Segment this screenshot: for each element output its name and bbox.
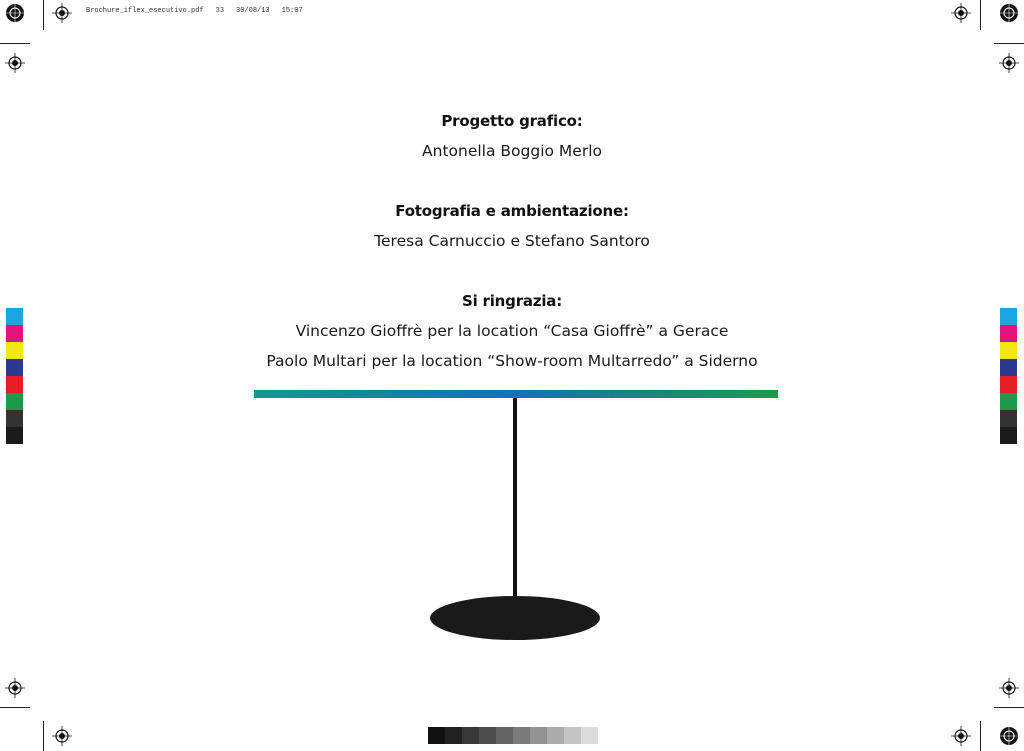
- gray-step: [547, 727, 564, 744]
- slug-page: 33: [215, 7, 225, 15]
- registration-mark-icon: [999, 53, 1019, 73]
- gray-step-bar: [428, 727, 598, 744]
- slug-filename: Brochure_iflex_esecutivo.pdf: [86, 7, 204, 15]
- swatch-black: [6, 427, 23, 444]
- swatch-dark: [1000, 410, 1017, 427]
- gray-step: [581, 727, 598, 744]
- registration-mark-icon: [5, 678, 25, 698]
- section-heading-graphic-design: Progetto grafico:: [441, 112, 583, 130]
- section-heading-photography: Fotografia e ambientazione:: [395, 202, 629, 220]
- gray-step: [445, 727, 462, 744]
- gray-step: [496, 727, 513, 744]
- crop-mark-top-right-v: [980, 0, 981, 30]
- swatch-red: [6, 376, 23, 393]
- registration-mark-icon: [999, 726, 1019, 746]
- crop-mark-top-left-h: [0, 43, 30, 44]
- crop-mark-bottom-right-h: [994, 707, 1024, 708]
- crop-mark-bottom-left-h: [0, 707, 30, 708]
- thanks-line-gioffre: Vincenzo Gioffrè per la location “Casa Gioffrè” a Gerace: [295, 322, 729, 340]
- registration-mark-icon: [951, 3, 971, 23]
- credit-line-photographers: Teresa Carnuccio e Stefano Santoro: [374, 232, 650, 250]
- gray-step: [513, 727, 530, 744]
- slug-date: 30/08/13: [236, 7, 270, 15]
- gray-step: [564, 727, 581, 744]
- slug-time: 15:07: [281, 7, 303, 15]
- registration-mark-icon: [999, 3, 1019, 23]
- gray-step: [428, 727, 445, 744]
- print-slug: [86, 7, 315, 15]
- table-top-illustration: [254, 390, 778, 398]
- credit-line-designer: Antonella Boggio Merlo: [422, 142, 602, 160]
- crop-mark-top-right-h: [994, 43, 1024, 44]
- registration-mark-icon: [52, 726, 72, 746]
- section-heading-thanks: Si ringrazia:: [461, 292, 563, 310]
- crop-mark-top-left-v: [43, 0, 44, 30]
- swatch-red: [1000, 376, 1017, 393]
- registration-mark-icon: [52, 3, 72, 23]
- registration-mark-icon: [5, 3, 25, 23]
- crop-mark-bottom-right-v: [980, 721, 981, 751]
- gray-step: [479, 727, 496, 744]
- swatch-green: [6, 393, 23, 410]
- swatch-dark: [6, 410, 23, 427]
- gray-step: [462, 727, 479, 744]
- registration-mark-icon: [5, 53, 25, 73]
- swatch-green: [1000, 393, 1017, 410]
- table-leg-illustration: [513, 398, 517, 598]
- registration-mark-icon: [951, 726, 971, 746]
- crop-mark-bottom-left-v: [43, 721, 44, 751]
- registration-mark-icon: [999, 678, 1019, 698]
- table-base-illustration: [430, 596, 600, 640]
- swatch-black: [1000, 427, 1017, 444]
- gray-step: [530, 727, 547, 744]
- thanks-line-multari: Paolo Multari per la location “Show-room Multarredo” a Siderno: [266, 352, 758, 370]
